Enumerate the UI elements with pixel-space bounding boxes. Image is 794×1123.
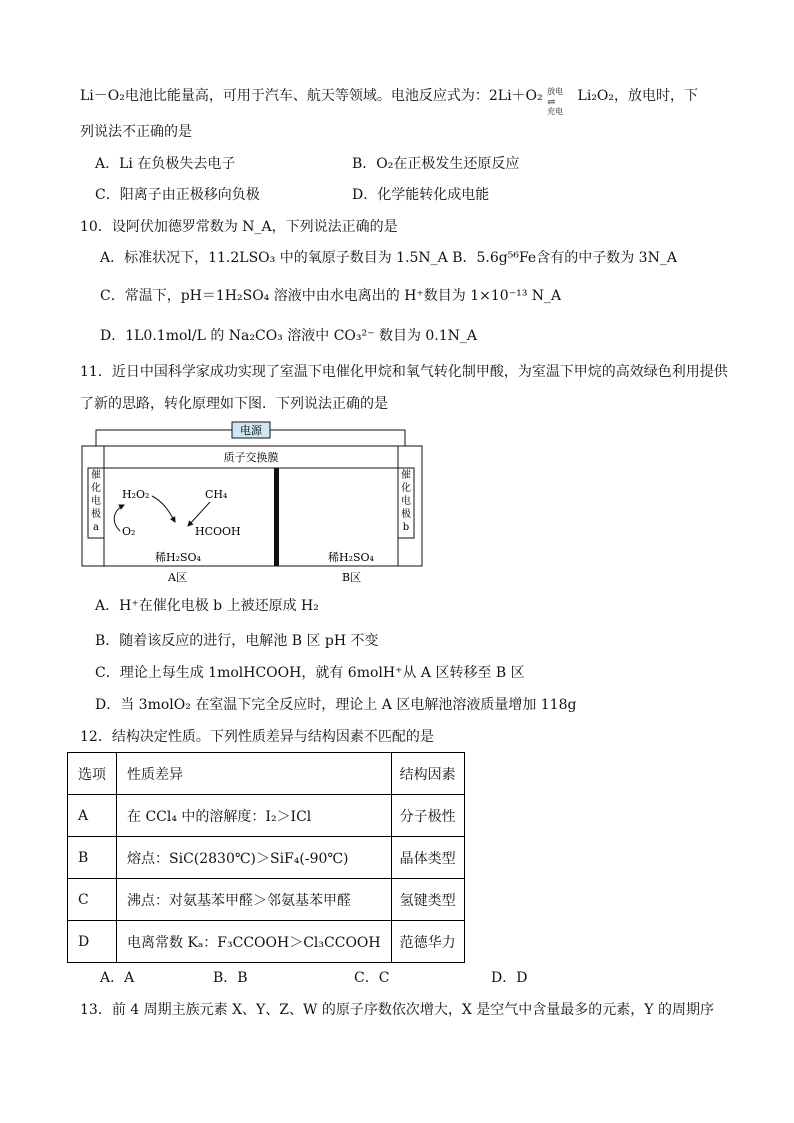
table-cell: A [68, 795, 117, 837]
q12-answer-b: B．B [213, 970, 248, 986]
svg-text:a: a [93, 522, 99, 533]
arrow-bottom-label: 充电 [547, 107, 564, 116]
acid-left-label: 稀H₂SO₄ [155, 551, 201, 564]
table-cell: 氢键类型 [391, 879, 464, 921]
q9-option-b: B．O₂在正极发生还原反应 [352, 156, 520, 172]
hcooh-label: HCOOH [195, 525, 241, 538]
q11-option-c: C．理论上每生成 1molHCOOH，就有 6molH⁺从 A 区转移至 B 区 [95, 665, 525, 681]
q12-stem: 12．结构决定性质。下列性质差异与结构因素不匹配的是 [80, 729, 434, 745]
q11-option-d: D．当 3molO₂ 在室温下完全反应时，理论上 A 区电解池溶液质量增加 118g [95, 697, 577, 713]
svg-text:极: 极 [401, 509, 411, 520]
table-row [68, 837, 465, 879]
arrow-top-label: 放电 [547, 87, 564, 96]
svg-text:催: 催 [401, 470, 411, 481]
table-cell: C [68, 879, 117, 921]
q11-stem-2: 了新的思路，转化原理如下图．下列说法正确的是 [80, 396, 388, 412]
zone-b-label: B区 [342, 571, 362, 584]
table-row [68, 795, 465, 837]
electrolysis-diagram [80, 418, 430, 588]
ch4-label: CH₄ [205, 488, 228, 501]
q10-stem: 10．设阿伏加德罗常数为 N_A，下列说法正确的是 [80, 219, 398, 235]
membrane-label: 质子交换膜 [223, 451, 279, 464]
h2o2-arrow-icon [152, 496, 175, 522]
power-source-label: 电源 [240, 424, 262, 437]
q9-line2: 列说法不正确的是 [80, 124, 192, 140]
table-cell: 分子极性 [391, 795, 464, 837]
equilibrium-arrow-icon: ⇌ [547, 97, 555, 108]
q11-stem-1: 11．近日中国科学家成功实现了室温下电催化甲烷和氧气转化制甲酸，为室温下甲烷的高效绿色利用提供 [80, 364, 728, 380]
q9-text-tail: Li₂O₂，放电时，下 [577, 88, 699, 104]
q9-option-a: A．Li 在负极失去电子 [95, 156, 236, 172]
table-header-row [68, 753, 465, 795]
svg-text:电: 电 [401, 496, 411, 507]
q9-option-d: D．化学能转化成电能 [352, 187, 490, 203]
table-cell: 在 CCl₄ 中的溶解度：I₂＞ICl [117, 795, 392, 837]
property-table [67, 752, 465, 963]
header-factor: 结构因素 [391, 753, 464, 795]
table-cell: 范德华力 [391, 921, 464, 963]
svg-text:催: 催 [91, 470, 101, 481]
header-option: 选项 [68, 753, 117, 795]
table-cell: D [68, 921, 117, 963]
table-row [68, 879, 465, 921]
proton-exchange-membrane [274, 468, 279, 566]
q12-answer-c: C．C [354, 970, 390, 986]
o2-label: O₂ [122, 525, 136, 538]
q10-option-d: D．1L0.1mol/L 的 Na₂CO₃ 溶液中 CO₃²⁻ 数目为 0.1N_A [100, 328, 478, 344]
acid-right-label: 稀H₂SO₄ [328, 551, 374, 564]
svg-text:极: 极 [91, 509, 101, 520]
q12-answer-a: A．A [100, 970, 135, 986]
table-cell: 电离常数 Kₐ：F₃CCOOH＞Cl₃CCOOH [117, 921, 392, 963]
table-cell: 沸点：对氨基苯甲醛＞邻氨基苯甲醛 [117, 879, 392, 921]
reaction-arrow [547, 86, 573, 116]
q10-option-c: C．常温下，pH＝1H₂SO₄ 溶液中由水电离出的 H⁺数目为 1×10⁻¹³ N_A [100, 288, 562, 304]
svg-text:化: 化 [401, 483, 411, 494]
cell-outline [82, 446, 422, 566]
q9-option-c: C．阳离子由正极移向负极 [95, 187, 260, 203]
ch4-to-hcooh-arrow-icon [188, 502, 210, 526]
q13-stem: 13．前 4 周期主族元素 X、Y、Z、W 的原子序数依次增大，X 是空气中含量最多的元素，Y 的周期序 [80, 1002, 714, 1018]
q11-option-a: A．H⁺在催化电极 b 上被还原成 H₂ [95, 598, 319, 614]
h2o2-label: H₂O₂ [122, 488, 150, 501]
svg-text:b: b [402, 522, 410, 533]
q9-line1 [80, 86, 699, 116]
table-cell: 熔点：SiC(2830℃)＞SiF₄(-90℃) [117, 837, 392, 879]
table-cell: B [68, 837, 117, 879]
table-row [68, 921, 465, 963]
q12-answer-d: D．D [491, 970, 528, 986]
q11-option-b: B．随着该反应的进行，电解池 B 区 pH 不变 [95, 633, 379, 649]
zone-a-label: A区 [168, 571, 187, 584]
q10-option-ab: A．标准状况下，11.2LSO₃ 中的氧原子数目为 1.5N_A B．5.6g⁵⁶Fe含有的中子数为 3N_A [100, 250, 677, 266]
svg-text:电: 电 [91, 496, 101, 507]
q9-text: Li－O₂电池比能量高，可用于汽车、航天等领域。电池反应式为：2Li＋O₂ [80, 88, 543, 104]
header-property: 性质差异 [117, 753, 392, 795]
svg-text:化: 化 [91, 483, 101, 494]
table-cell: 晶体类型 [391, 837, 464, 879]
